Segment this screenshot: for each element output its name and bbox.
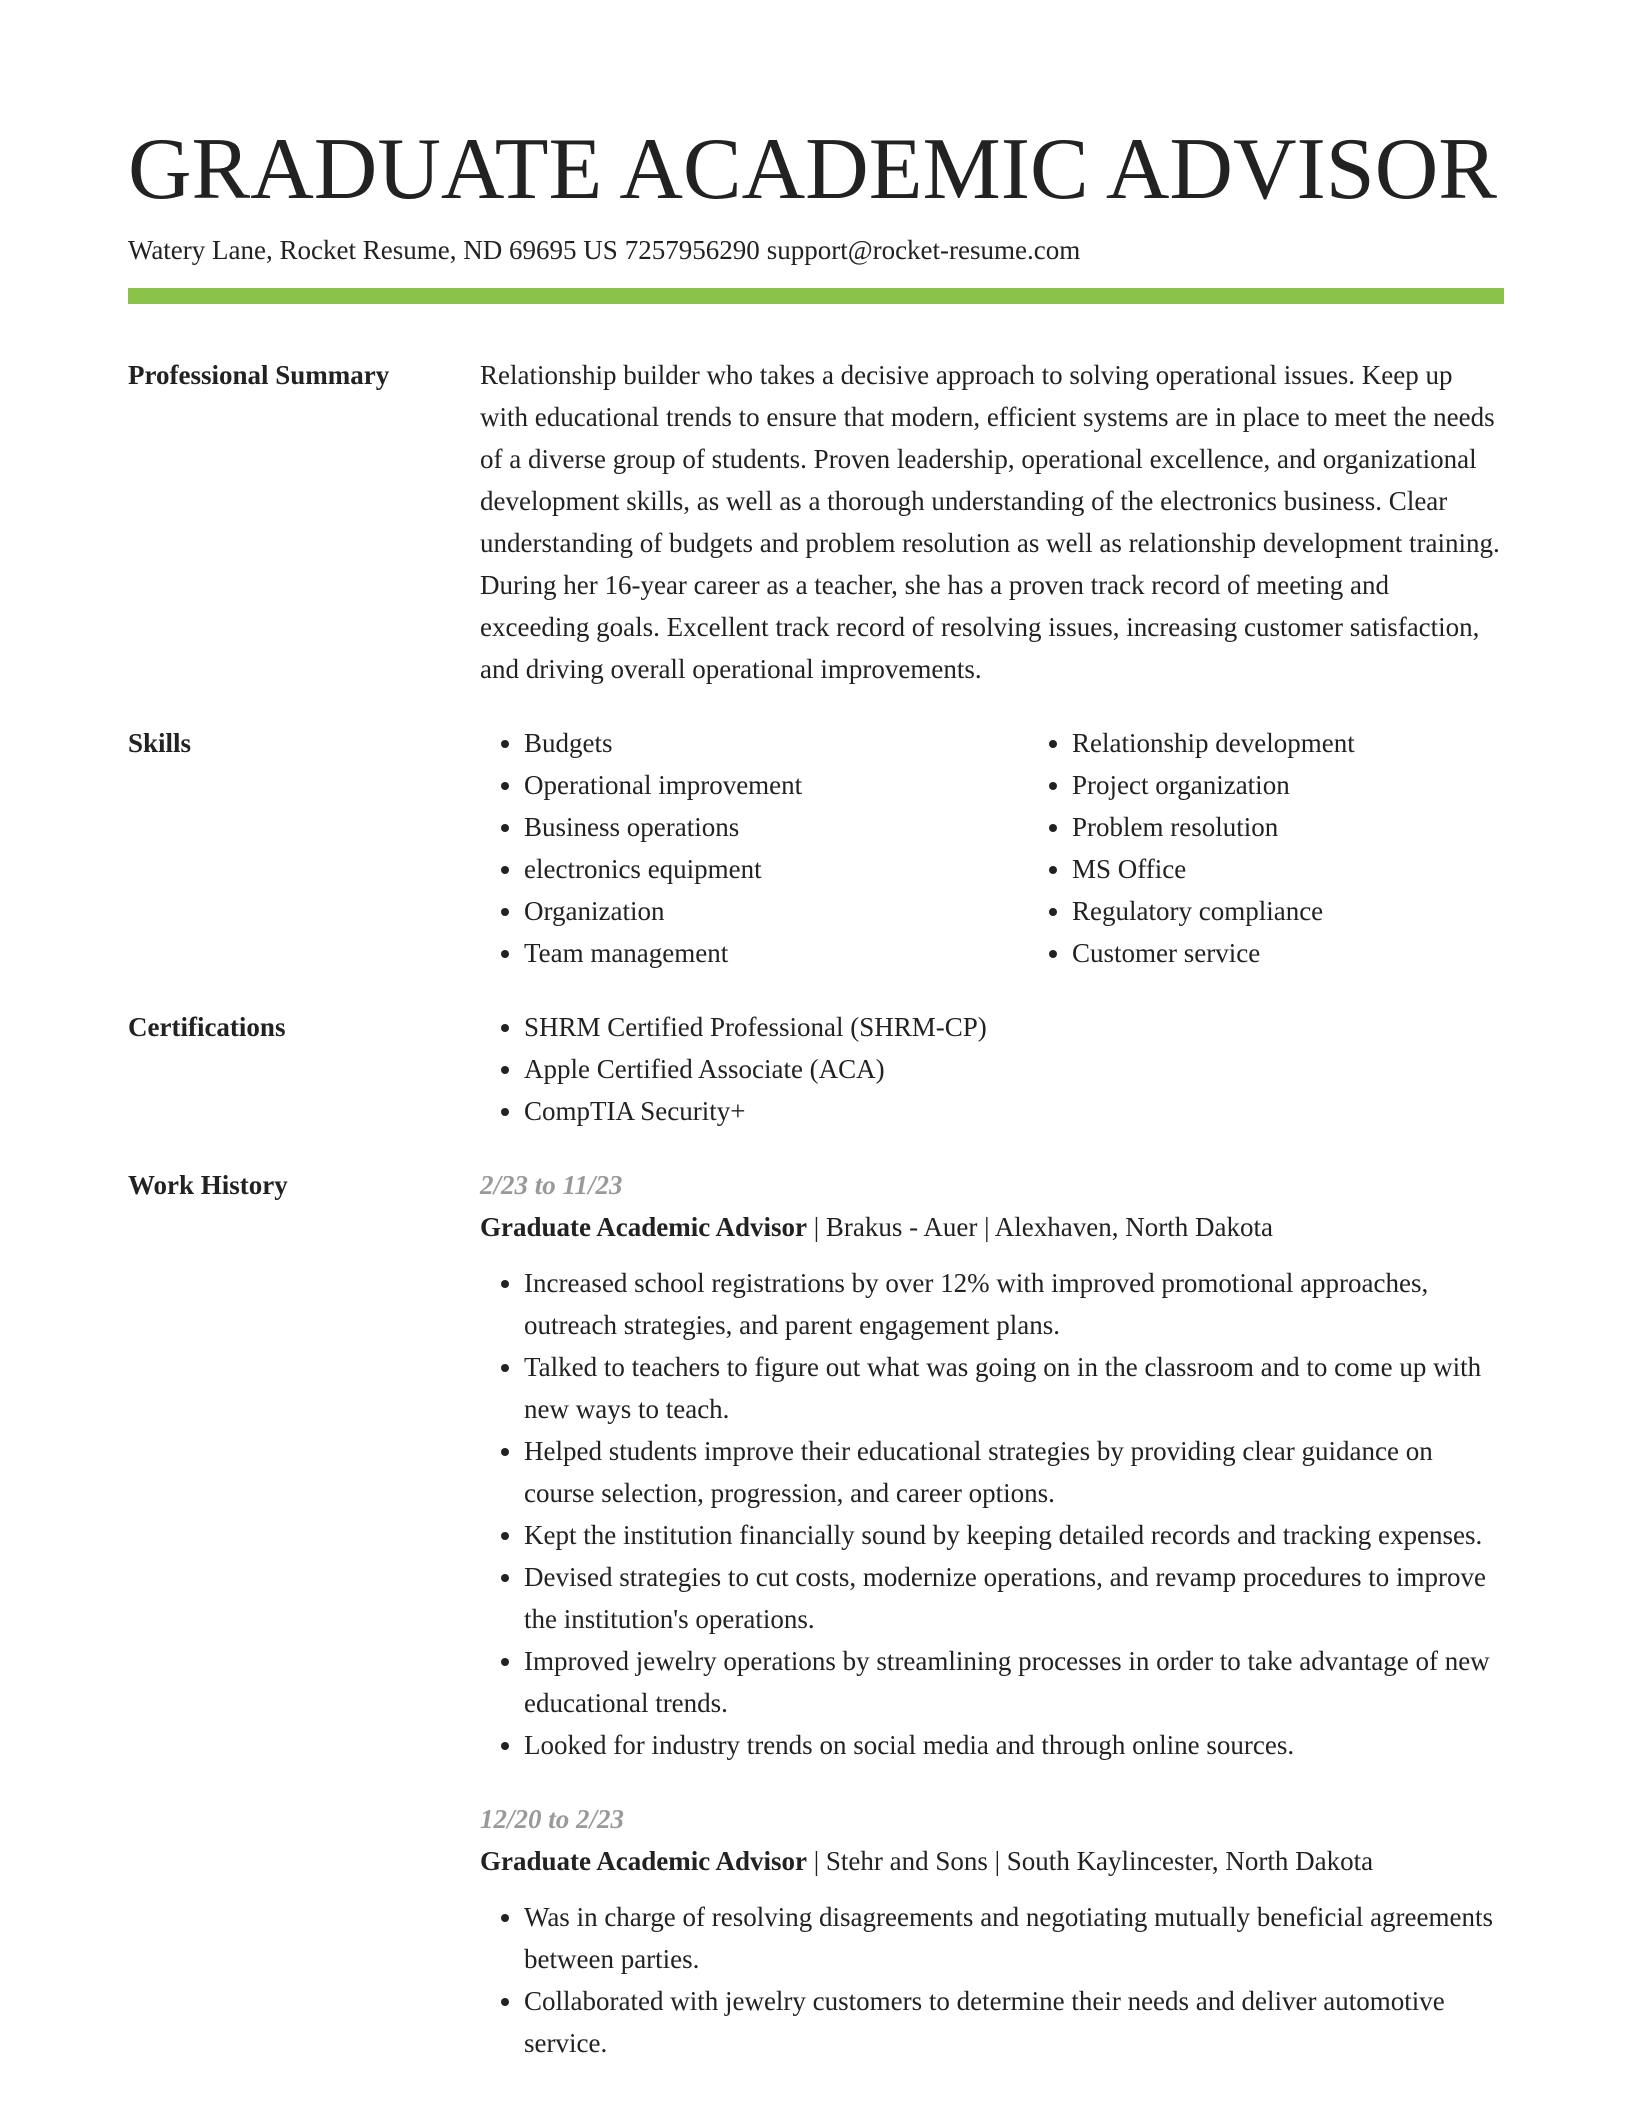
list-item: • Customer service	[1072, 932, 1576, 974]
list-item: • Helped students improve their educational strategies by providing clear guidance on course selection, progression, and career options.	[524, 1430, 1504, 1514]
certifications-list	[480, 1006, 1504, 1132]
summary-text: Relationship builder who takes a decisive approach to solving operational issues. Keep up with educational trends to ensure that modern, efficient systems are in place to meet the needs of a diverse group of students. Proven leadership, operational excellence, and organizational development skills, as well as a thorough understanding of the electronics business. Clear understanding of budgets and problem resolution as well as relationship development training. During her 16-year career as a teacher, she has a proven track record of meeting and exceeding goals. Excellent track record of resolving issues, increasing customer satisfaction, and driving overall operational improvements.	[480, 360, 1500, 684]
list-item: • Collaborated with jewelry customers to determine their needs and deliver automotive service.	[524, 1980, 1504, 2064]
job-heading	[480, 1206, 1504, 1248]
list-item: • Improved jewelry operations by streamlining processes in order to take advantage of new educational trends.	[524, 1640, 1504, 1724]
section-label: Skills	[128, 728, 192, 758]
job-bullets	[480, 1262, 1504, 1766]
list-item: • electronics equipment	[524, 848, 1028, 890]
contact-line	[128, 232, 1504, 268]
resume-page	[128, 120, 1504, 2064]
job-dates: 12/20 to 2/23	[480, 1804, 625, 1834]
list-item: • Regulatory compliance	[1072, 890, 1576, 932]
skills-list-right	[1028, 722, 1576, 974]
job-bullets	[480, 1896, 1504, 2064]
job-details: | Stehr and Sons | South Kaylincester, North Dakota	[806, 1846, 1374, 1876]
list-item: • Apple Certified Associate (ACA)	[524, 1048, 1504, 1090]
section-certifications	[128, 1006, 1504, 1132]
job-entry	[480, 1164, 1504, 1766]
list-item: • Budgets	[524, 722, 1028, 764]
job-entry	[480, 1798, 1504, 2064]
list-item: • Was in charge of resolving disagreements and negotiating mutually beneficial agreements between parties.	[524, 1896, 1504, 1980]
address: Watery Lane, Rocket Resume, ND 69695 US	[128, 235, 618, 265]
list-item: • Problem resolution	[1072, 806, 1576, 848]
list-item: • Kept the institution financially sound by keeping detailed records and tracking expenses.	[524, 1514, 1504, 1556]
list-item: • Team management	[524, 932, 1028, 974]
section-label: Professional Summary	[128, 360, 390, 390]
list-item: • Increased school registrations by over 12% with improved promotional approaches, outreach strategies, and parent engagement plans.	[524, 1262, 1504, 1346]
header-divider	[128, 288, 1504, 304]
phone: 7257956290	[624, 235, 760, 265]
list-item: • Relationship development	[1072, 722, 1576, 764]
list-item: • Looked for industry trends on social media and through online sources.	[524, 1724, 1504, 1766]
candidate-title: GRADUATE ACADEMIC ADVISOR	[128, 121, 1497, 218]
list-item: • SHRM Certified Professional (SHRM-CP)	[524, 1006, 1504, 1048]
list-item: • Talked to teachers to figure out what was going on in the classroom and to come up with new ways to teach.	[524, 1346, 1504, 1430]
section-label: Work History	[128, 1170, 288, 1200]
section-label: Certifications	[128, 1012, 286, 1042]
list-item: • Devised strategies to cut costs, modernize operations, and revamp procedures to improve the institution's operations.	[524, 1556, 1504, 1640]
job-details: | Brakus - Auer | Alexhaven, North Dakota	[806, 1212, 1273, 1242]
skills-grid	[480, 722, 1576, 974]
list-item: • MS Office	[1072, 848, 1576, 890]
skills-list-left	[480, 722, 1028, 974]
list-item: • Organization	[524, 890, 1028, 932]
section-summary	[128, 354, 1504, 690]
job-dates: 2/23 to 11/23	[480, 1170, 623, 1200]
section-skills	[128, 722, 1504, 974]
list-item: • CompTIA Security+	[524, 1090, 1504, 1132]
email: support@rocket-resume.com	[766, 235, 1081, 265]
list-item: • Project organization	[1072, 764, 1576, 806]
list-item: • Operational improvement	[524, 764, 1028, 806]
job-title: Graduate Academic Advisor	[480, 1846, 807, 1876]
section-work-history	[128, 1164, 1504, 2064]
job-heading	[480, 1840, 1504, 1882]
list-item: • Business operations	[524, 806, 1028, 848]
job-title: Graduate Academic Advisor	[480, 1212, 807, 1242]
